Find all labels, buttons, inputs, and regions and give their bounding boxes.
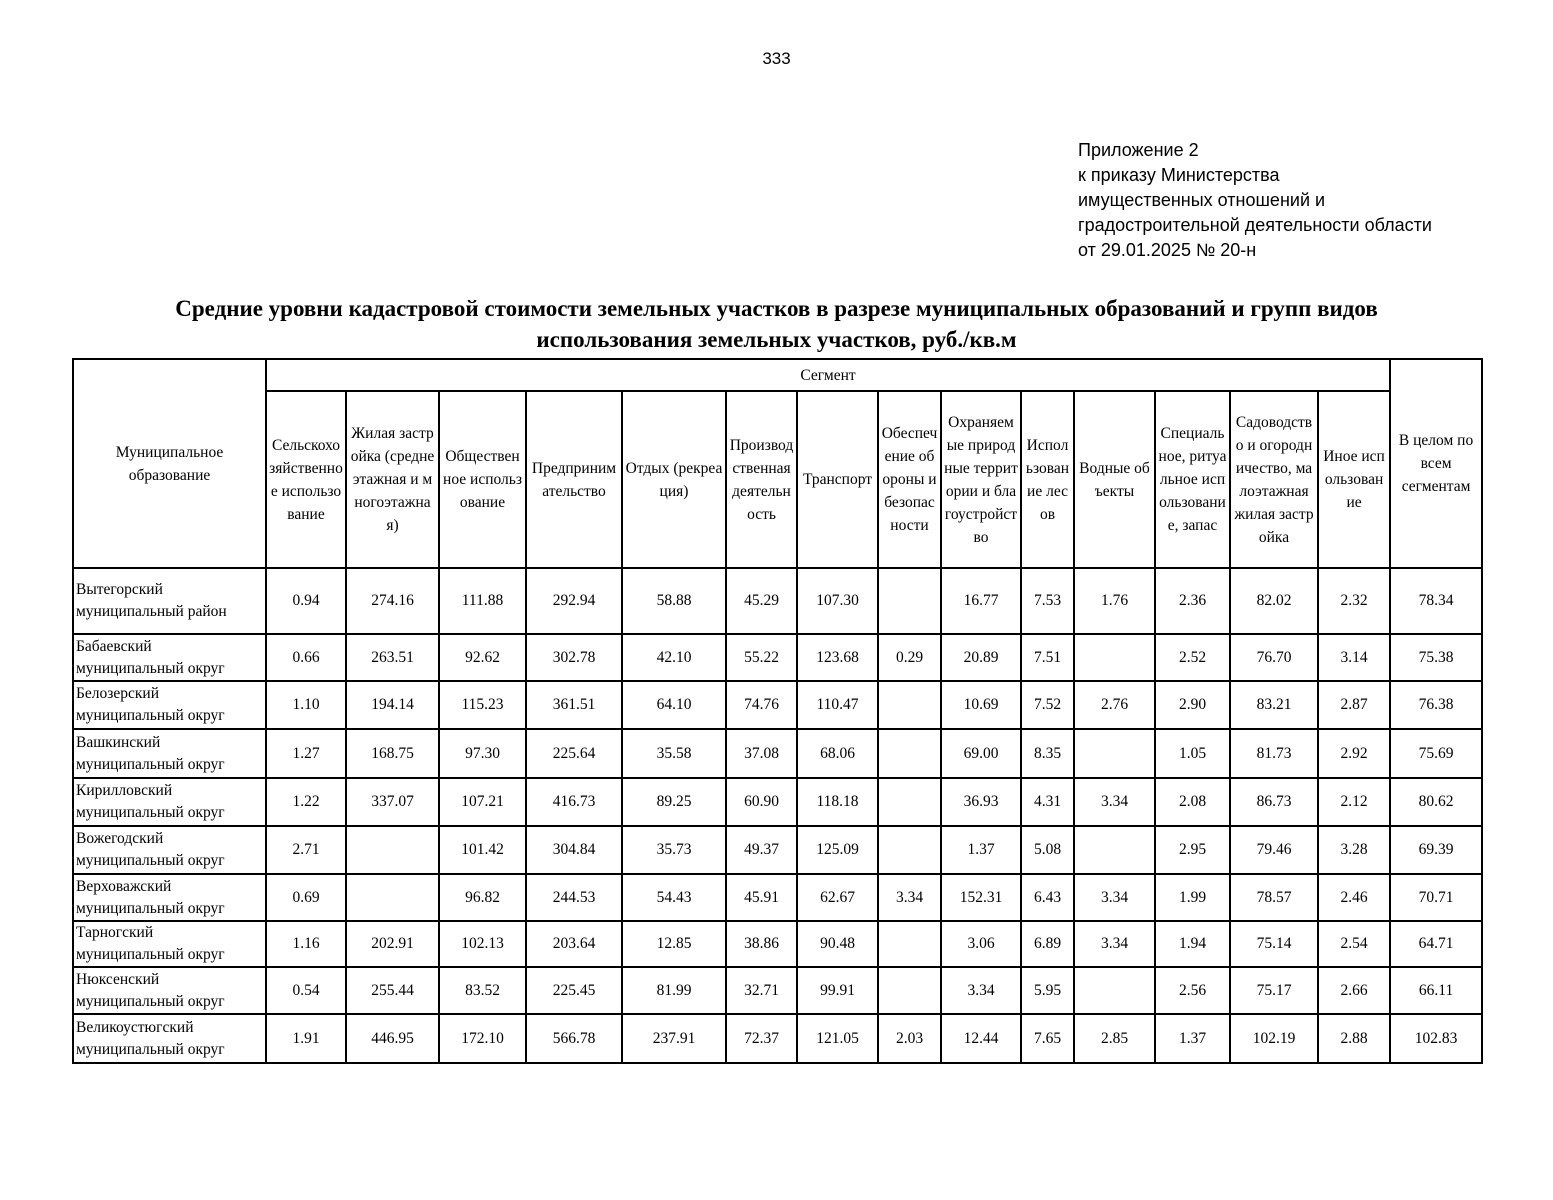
value-cell: 1.22 <box>266 778 346 826</box>
municipality-cell <box>73 568 266 634</box>
appendix-line: градостроительной деятельности области <box>1078 215 1432 235</box>
value-cell: 7.65 <box>1021 1014 1074 1063</box>
value-cell: 255.44 <box>346 967 439 1014</box>
value-cell: 2.36 <box>1155 568 1230 634</box>
value-cell: 274.16 <box>346 568 439 634</box>
value-cell: 1.37 <box>1155 1014 1230 1063</box>
table-body <box>73 568 1482 1063</box>
value-cell: 45.29 <box>726 568 797 634</box>
value-cell: 7.52 <box>1021 681 1074 729</box>
value-cell: 110.47 <box>797 681 878 729</box>
value-cell: 75.17 <box>1230 967 1318 1014</box>
value-cell: 79.46 <box>1230 826 1318 874</box>
value-cell: 45.91 <box>726 874 797 921</box>
municipality-name-line: Нюксенский <box>76 970 160 988</box>
table-row <box>73 778 1482 826</box>
municipality-name-line: Вашкинский <box>76 733 161 751</box>
value-cell: 123.68 <box>797 634 878 681</box>
value-cell: 83.21 <box>1230 681 1318 729</box>
segment-column-header: Иное использование <box>1318 391 1390 568</box>
table-row <box>73 568 1482 634</box>
value-cell <box>1074 634 1155 681</box>
total-cell: 80.62 <box>1390 778 1482 826</box>
value-cell: 337.07 <box>346 778 439 826</box>
value-cell: 566.78 <box>526 1014 622 1063</box>
value-cell <box>1074 826 1155 874</box>
value-cell: 7.51 <box>1021 634 1074 681</box>
segment-column-header: Отдых (рекреация) <box>622 391 726 568</box>
segment-column-header: Использование лесов <box>1021 391 1074 568</box>
total-cell: 75.38 <box>1390 634 1482 681</box>
value-cell: 244.53 <box>526 874 622 921</box>
table-row <box>73 1014 1482 1063</box>
municipality-cell <box>73 921 266 967</box>
value-cell: 3.34 <box>941 967 1021 1014</box>
value-cell: 35.58 <box>622 729 726 778</box>
value-cell: 2.90 <box>1155 681 1230 729</box>
value-cell: 3.28 <box>1318 826 1390 874</box>
value-cell <box>878 568 941 634</box>
table-row <box>73 826 1482 874</box>
value-cell <box>878 778 941 826</box>
value-cell: 202.91 <box>346 921 439 967</box>
value-cell: 2.03 <box>878 1014 941 1063</box>
value-cell <box>878 681 941 729</box>
value-cell <box>346 874 439 921</box>
value-cell: 2.95 <box>1155 826 1230 874</box>
value-cell: 2.56 <box>1155 967 1230 1014</box>
value-cell: 1.27 <box>266 729 346 778</box>
value-cell: 6.43 <box>1021 874 1074 921</box>
value-cell: 49.37 <box>726 826 797 874</box>
total-cell: 78.34 <box>1390 568 1482 634</box>
value-cell: 97.30 <box>439 729 526 778</box>
value-cell: 1.91 <box>266 1014 346 1063</box>
value-cell: 92.62 <box>439 634 526 681</box>
value-cell: 72.37 <box>726 1014 797 1063</box>
document-title-line: Средние уровни кадастровой стоимости земельных участков в разрезе муниципальных образований и групп видов <box>175 296 1378 321</box>
value-cell <box>878 921 941 967</box>
value-cell: 81.73 <box>1230 729 1318 778</box>
value-cell: 152.31 <box>941 874 1021 921</box>
value-cell: 3.34 <box>878 874 941 921</box>
value-cell: 3.14 <box>1318 634 1390 681</box>
value-cell: 101.42 <box>439 826 526 874</box>
value-cell: 446.95 <box>346 1014 439 1063</box>
value-cell <box>878 967 941 1014</box>
municipality-name-line: муниципальный округ <box>76 1040 225 1058</box>
value-cell: 86.73 <box>1230 778 1318 826</box>
value-cell: 1.16 <box>266 921 346 967</box>
table-row <box>73 634 1482 681</box>
municipality-name-line: муниципальный округ <box>76 659 225 677</box>
value-cell: 38.86 <box>726 921 797 967</box>
value-cell: 2.92 <box>1318 729 1390 778</box>
value-cell: 0.94 <box>266 568 346 634</box>
value-cell: 2.32 <box>1318 568 1390 634</box>
municipality-name-line: муниципальный округ <box>76 852 225 869</box>
cadastral-value-table <box>72 358 1483 1064</box>
value-cell: 3.34 <box>1074 874 1155 921</box>
value-cell <box>1074 967 1155 1014</box>
value-cell: 60.90 <box>726 778 797 826</box>
value-cell: 2.76 <box>1074 681 1155 729</box>
value-cell: 4.31 <box>1021 778 1074 826</box>
header-row-segment <box>73 359 1482 391</box>
appendix-line: Приложение 2 <box>1078 140 1199 160</box>
municipality-cell <box>73 967 266 1014</box>
value-cell: 89.25 <box>622 778 726 826</box>
municipality-name-line: Тарногский <box>76 924 154 941</box>
value-cell: 2.85 <box>1074 1014 1155 1063</box>
municipality-name-line: Бабаевский <box>76 637 152 655</box>
segment-column-header: Общественное использование <box>439 391 526 568</box>
municipality-cell <box>73 729 266 778</box>
segment-column-header: Транспорт <box>797 391 878 568</box>
value-cell: 203.64 <box>526 921 622 967</box>
municipality-name-line: Белозерский <box>76 685 160 702</box>
total-cell: 70.71 <box>1390 874 1482 921</box>
value-cell: 6.89 <box>1021 921 1074 967</box>
value-cell: 37.08 <box>726 729 797 778</box>
value-cell <box>1074 729 1155 778</box>
value-cell: 3.06 <box>941 921 1021 967</box>
municipality-name-line: муниципальный округ <box>76 899 225 917</box>
value-cell: 0.29 <box>878 634 941 681</box>
municipality-name-line: Кирилловский <box>76 782 173 799</box>
value-cell: 35.73 <box>622 826 726 874</box>
segment-column-header: Производственная деятельность <box>726 391 797 568</box>
value-cell: 74.76 <box>726 681 797 729</box>
segment-column-header: Водные объекты <box>1074 391 1155 568</box>
value-cell: 3.34 <box>1074 921 1155 967</box>
table-row <box>73 681 1482 729</box>
value-cell: 3.34 <box>1074 778 1155 826</box>
table-row <box>73 967 1482 1014</box>
value-cell: 111.88 <box>439 568 526 634</box>
value-cell: 2.12 <box>1318 778 1390 826</box>
value-cell: 55.22 <box>726 634 797 681</box>
header-row-segments <box>73 391 1482 568</box>
municipality-name-line: муниципальный округ <box>76 755 225 773</box>
value-cell: 107.21 <box>439 778 526 826</box>
segment-column-header: Жилая застройка (среднеэтажная и многоэтажная) <box>346 391 439 568</box>
value-cell: 1.94 <box>1155 921 1230 967</box>
municipality-name-line: муниципальный округ <box>76 992 225 1010</box>
value-cell: 10.69 <box>941 681 1021 729</box>
value-cell: 5.08 <box>1021 826 1074 874</box>
value-cell: 1.05 <box>1155 729 1230 778</box>
municipality-name-line: муниципальный район <box>76 603 227 620</box>
value-cell <box>346 826 439 874</box>
value-cell: 78.57 <box>1230 874 1318 921</box>
total-cell: 76.38 <box>1390 681 1482 729</box>
municipality-name-line: Вытегорский <box>76 581 163 598</box>
value-cell: 115.23 <box>439 681 526 729</box>
value-cell: 102.19 <box>1230 1014 1318 1063</box>
value-cell: 20.89 <box>941 634 1021 681</box>
value-cell: 2.71 <box>266 826 346 874</box>
value-cell: 1.76 <box>1074 568 1155 634</box>
value-cell: 75.14 <box>1230 921 1318 967</box>
value-cell <box>878 729 941 778</box>
value-cell: 225.45 <box>526 967 622 1014</box>
value-cell: 58.88 <box>622 568 726 634</box>
value-cell: 42.10 <box>622 634 726 681</box>
total-cell: 69.39 <box>1390 826 1482 874</box>
table-row <box>73 921 1482 967</box>
value-cell: 121.05 <box>797 1014 878 1063</box>
value-cell: 82.02 <box>1230 568 1318 634</box>
value-cell: 5.95 <box>1021 967 1074 1014</box>
total-cell: 102.83 <box>1390 1014 1482 1063</box>
appendix-line: к приказу Министерства <box>1078 165 1280 185</box>
value-cell <box>878 826 941 874</box>
value-cell: 0.69 <box>266 874 346 921</box>
municipality-cell <box>73 681 266 729</box>
value-cell: 1.37 <box>941 826 1021 874</box>
value-cell: 292.94 <box>526 568 622 634</box>
segment-column-header: Сельскохозяйственное использование <box>266 391 346 568</box>
table-row <box>73 874 1482 921</box>
value-cell: 304.84 <box>526 826 622 874</box>
value-cell: 2.46 <box>1318 874 1390 921</box>
value-cell: 2.52 <box>1155 634 1230 681</box>
segment-column-header: Садоводство и огородничество, малоэтажная жилая застройка <box>1230 391 1318 568</box>
value-cell: 8.35 <box>1021 729 1074 778</box>
value-cell: 172.10 <box>439 1014 526 1063</box>
value-cell: 96.82 <box>439 874 526 921</box>
value-cell: 32.71 <box>726 967 797 1014</box>
segment-column-header: Специальное, ритуальное использование, запас <box>1155 391 1230 568</box>
value-cell: 68.06 <box>797 729 878 778</box>
appendix-note <box>1078 138 1432 263</box>
value-cell: 194.14 <box>346 681 439 729</box>
value-cell: 302.78 <box>526 634 622 681</box>
value-cell: 2.54 <box>1318 921 1390 967</box>
value-cell: 125.09 <box>797 826 878 874</box>
value-cell: 7.53 <box>1021 568 1074 634</box>
value-cell: 81.99 <box>622 967 726 1014</box>
municipality-cell <box>73 1014 266 1063</box>
value-cell: 83.52 <box>439 967 526 1014</box>
segment-header: Сегмент <box>266 359 1390 391</box>
municipality-cell <box>73 634 266 681</box>
municipality-name-line: муниципальный округ <box>76 707 225 724</box>
value-cell: 2.66 <box>1318 967 1390 1014</box>
municipality-name-line: муниципальный округ <box>76 804 225 821</box>
total-cell: 66.11 <box>1390 967 1482 1014</box>
value-cell: 0.54 <box>266 967 346 1014</box>
value-cell: 416.73 <box>526 778 622 826</box>
value-cell: 62.67 <box>797 874 878 921</box>
document-title-line: использования земельных участков, руб./кв.м <box>536 327 1017 352</box>
value-cell: 36.93 <box>941 778 1021 826</box>
segment-column-header: Охраняемые природные территории и благоустройство <box>941 391 1021 568</box>
value-cell: 361.51 <box>526 681 622 729</box>
value-cell: 12.85 <box>622 921 726 967</box>
value-cell: 99.91 <box>797 967 878 1014</box>
value-cell: 2.87 <box>1318 681 1390 729</box>
value-cell: 118.18 <box>797 778 878 826</box>
total-header: В целом по всем сегментам <box>1390 359 1482 568</box>
value-cell: 263.51 <box>346 634 439 681</box>
document-title <box>60 293 1493 355</box>
total-cell: 64.71 <box>1390 921 1482 967</box>
municipality-cell <box>73 874 266 921</box>
appendix-line: от 29.01.2025 № 20-н <box>1078 240 1257 260</box>
value-cell: 237.91 <box>622 1014 726 1063</box>
value-cell: 2.08 <box>1155 778 1230 826</box>
value-cell: 225.64 <box>526 729 622 778</box>
value-cell: 54.43 <box>622 874 726 921</box>
total-cell: 75.69 <box>1390 729 1482 778</box>
municipality-name-line: Вожегодский <box>76 830 164 847</box>
segment-column-header: Предпринимательство <box>526 391 622 568</box>
value-cell: 64.10 <box>622 681 726 729</box>
value-cell: 76.70 <box>1230 634 1318 681</box>
municipality-cell <box>73 826 266 874</box>
value-cell: 107.30 <box>797 568 878 634</box>
value-cell: 1.10 <box>266 681 346 729</box>
municipality-name-line: муниципальный округ <box>76 946 225 963</box>
value-cell: 2.88 <box>1318 1014 1390 1063</box>
municipality-name-line: Верховажский <box>76 877 172 895</box>
page-number: 333 <box>762 49 791 68</box>
municipality-header: Муниципальное образование <box>73 359 266 568</box>
value-cell: 0.66 <box>266 634 346 681</box>
segment-column-header: Обеспечение обороны и безопасности <box>878 391 941 568</box>
value-cell: 168.75 <box>346 729 439 778</box>
value-cell: 12.44 <box>941 1014 1021 1063</box>
table-row <box>73 729 1482 778</box>
value-cell: 69.00 <box>941 729 1021 778</box>
value-cell: 1.99 <box>1155 874 1230 921</box>
value-cell: 16.77 <box>941 568 1021 634</box>
value-cell: 102.13 <box>439 921 526 967</box>
municipality-name-line: Великоустюгский <box>76 1018 194 1036</box>
appendix-line: имущественных отношений и <box>1078 190 1326 210</box>
value-cell: 90.48 <box>797 921 878 967</box>
municipality-cell <box>73 778 266 826</box>
